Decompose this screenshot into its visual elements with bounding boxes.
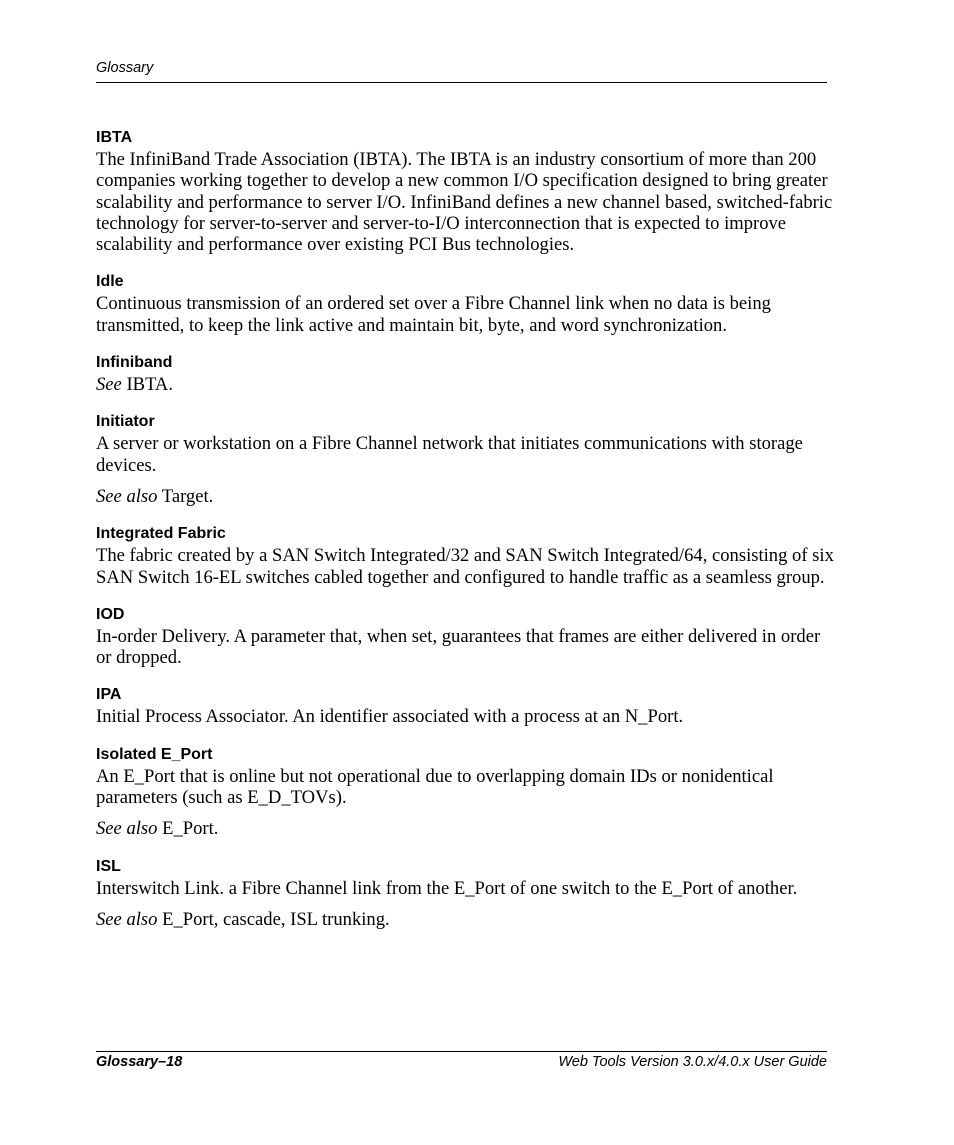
glossary-term: Isolated E_Port xyxy=(96,745,213,763)
glossary-term: Initiator xyxy=(96,413,155,431)
document-title: Web Tools Version 3.0.x/4.0.x User Guide xyxy=(558,1054,827,1070)
see-label: See xyxy=(96,374,122,396)
see-also-label: See also xyxy=(96,908,158,930)
glossary-entry-isl xyxy=(96,857,836,931)
glossary-definition: Initial Process Associator. An identifier associated with a process at an N_Port. xyxy=(96,706,684,728)
glossary-definition: The fabric created by a SAN Switch Integrated/32 and SAN Switch Integrated/64, consisting of six SAN Switch 16-EL switches cabled together and configured to handle traffic as a seamless group. xyxy=(96,545,834,588)
page-header xyxy=(96,60,827,83)
glossary-definition: An E_Port that is online but not operational due to overlapping domain IDs or nonidentical parameters (such as E_D_TOVs). xyxy=(96,765,774,809)
glossary-see-reference xyxy=(96,374,836,395)
see-target: IBTA. xyxy=(126,374,174,396)
glossary-term: IBTA xyxy=(96,129,133,146)
see-also-label: See also xyxy=(96,818,158,840)
glossary-entry-ibta xyxy=(96,128,836,255)
page-footer xyxy=(96,1051,827,1070)
glossary-term: ISL xyxy=(96,857,121,875)
glossary-entry-idle xyxy=(96,272,836,336)
glossary-term: Integrated Fabric xyxy=(96,525,226,543)
glossary-term: Idle xyxy=(96,273,124,291)
glossary-term: Infiniband xyxy=(96,354,173,372)
glossary-see-also xyxy=(96,486,836,507)
glossary-entry-isolated-e-port xyxy=(96,745,836,840)
glossary-term: IPA xyxy=(96,686,122,704)
glossary-entry-initiator xyxy=(96,412,836,507)
glossary-entry-integrated-fabric xyxy=(96,524,836,588)
page-number: Glossary–18 xyxy=(96,1054,183,1070)
glossary-definition: The InfiniBand Trade Association (IBTA). The IBTA is an industry consortium of more than 200 companies working together to develop a new common I/O specification designed to bring greater scalability and performance to server I/O. InfiniBand defines a new channel based, switched-fabric technology for server-to-server and server-to-I/O interconnection that is expected to improve scalability and performance over existing PCI Bus technologies. xyxy=(96,149,833,256)
glossary-term: IOD xyxy=(96,605,125,623)
glossary-definition: Interswitch Link. a Fibre Channel link from the E_Port of one switch to the E_Port of another. xyxy=(96,877,798,899)
glossary-see-also xyxy=(96,818,836,839)
header-section-title: Glossary xyxy=(96,60,154,76)
glossary-definition: In-order Delivery. A parameter that, when set, guarantees that frames are either delivered in order or dropped. xyxy=(96,625,821,669)
see-also-target: Target. xyxy=(161,485,214,507)
see-also-target: E_Port, cascade, ISL trunking. xyxy=(162,908,390,930)
glossary-entry-iod xyxy=(96,605,836,669)
see-also-label: See also xyxy=(96,485,158,507)
glossary-see-also xyxy=(96,909,836,930)
see-also-target: E_Port. xyxy=(162,818,219,840)
glossary-content xyxy=(96,128,836,947)
glossary-definition: Continuous transmission of an ordered set over a Fibre Channel link when no data is being transmitted, to keep the link active and maintain bit, byte, and word synchronization. xyxy=(96,293,771,336)
glossary-entry-infiniband xyxy=(96,353,836,395)
glossary-definition: A server or workstation on a Fibre Channel network that initiates communications with storage devices. xyxy=(96,433,803,476)
glossary-entry-ipa xyxy=(96,685,836,727)
